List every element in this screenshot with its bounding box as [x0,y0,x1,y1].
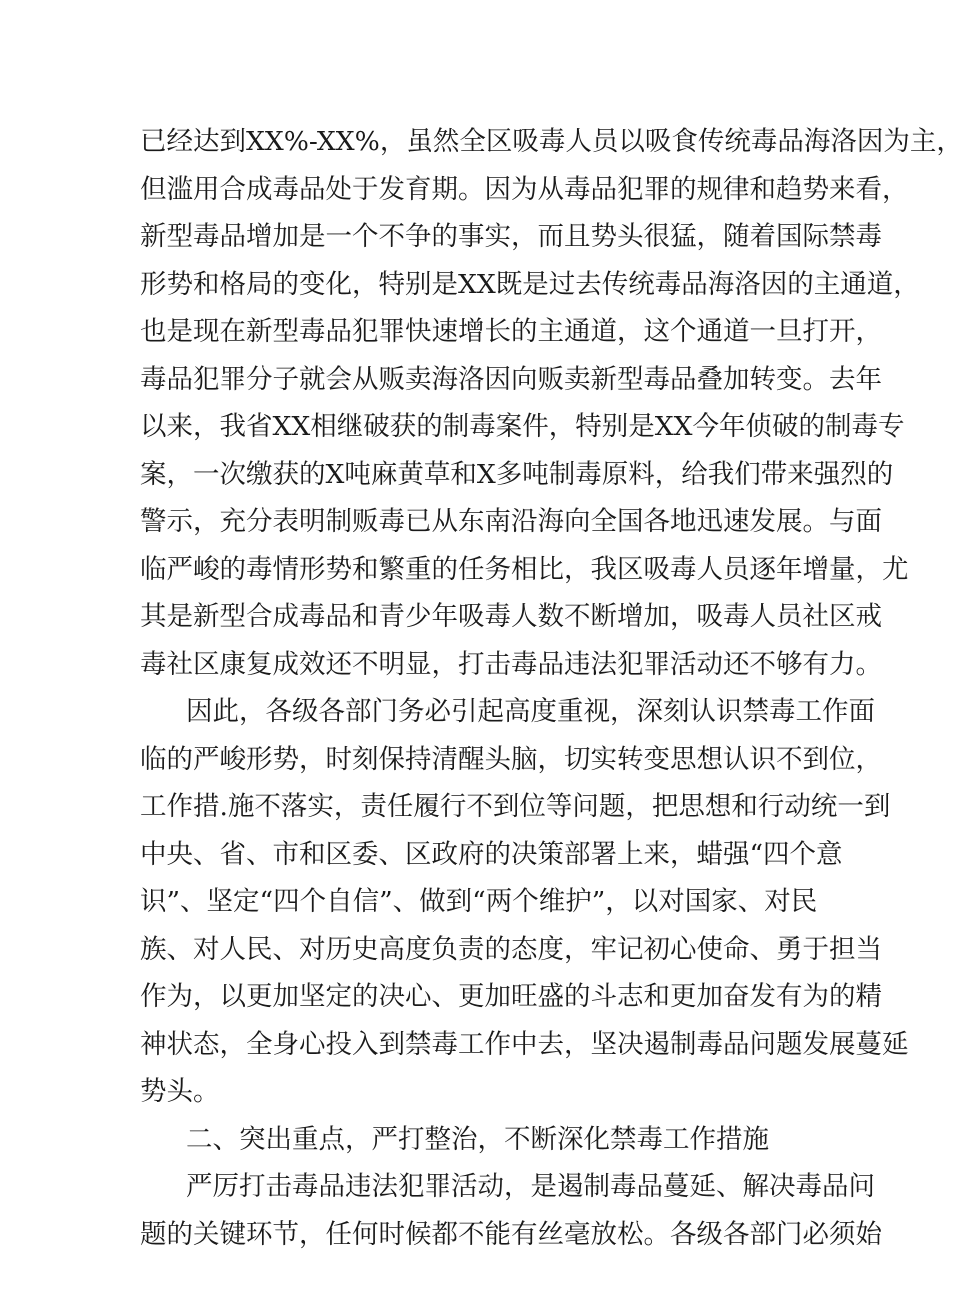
text-line: 势头。 [140,1076,220,1107]
paragraph-start-line: 严厉打击毒品违法犯罪活动，是遏制毒品蔓延、解决毒品问 [186,1171,875,1202]
text-line: 题的关键环节，任何时候都不能有丝毫放松。各级各部门必须始 [140,1218,882,1250]
text-line: 也是现在新型毒品犯罪快速增长的主通道，这个通道一旦打开， [140,316,882,347]
text-line: 工作措.施不落实，责任履行不到位等问题，把思想和行动统一到 [140,791,891,822]
text-line: 毒品犯罪分子就会从贩卖海洛因向贩卖新型毒品叠加转变。去年 [140,363,882,395]
text-line: 案，一次缴获的X吨麻黄草和X多吨制毒原料，给我们带来强烈的 [140,458,894,490]
text-line: 族、对人民、对历史高度负责的态度，牢记初心使命、勇于担当 [140,933,882,965]
text-line: 临的严峻形势，时刻保持清醒头脑，切实转变思想认识不到位， [140,743,882,775]
text-line: 毒社区康复成效还不明显，打击毒品违法犯罪活动还不够有力。 [140,648,882,680]
text-line: 已经达到XX%-XX%，虽然全区吸毒人员以吸食传统毒品海洛因为主， [140,126,963,157]
text-line: 神状态，全身心投入到禁毒工作中去，坚决遏制毒品问题发展蔓延 [140,1028,909,1060]
document-body [140,118,963,1258]
paragraph-start-line: 因此，各级各部门务必引起高度重视，深刻认识禁毒工作面 [186,696,875,727]
text-line: 中央、省、市和区委、区政府的决策部署上来，蜡强“四个意 [140,838,843,870]
text-line: 警示，充分表明制贩毒已从东南沿海向全国各地迅速发展。与面 [140,506,882,537]
text-line: 新型毒品增加是一个不争的事实，而且势头很猛，随着国际禁毒 [140,221,882,252]
section-heading: 二、突出重点，严打整治，不断深化禁毒工作措施 [186,1123,769,1155]
text-line: 作为，以更加坚定的决心、更加旺盛的斗志和更加奋发有为的精 [140,981,882,1012]
text-line: 其是新型合成毒品和青少年吸毒人数不断增加，吸毒人员社区戒 [140,601,882,632]
text-line: 识”、坚定“四个自信”、做到“两个维护”，以对国家、对民 [140,886,818,917]
text-line: 但滥用合成毒品处于发育期。因为从毒品犯罪的规律和趋势来看， [140,173,909,205]
text-line: 临严峻的毒情形势和繁重的任务相比，我区吸毒人员逐年增量，尤 [140,553,909,585]
text-line: 以来，我省XX相继破获的制毒案件，特别是XX今年侦破的制毒专 [140,411,905,442]
text-line: 形势和格局的变化，特别是XX既是过去传统毒品海洛因的主通道， [140,268,920,300]
